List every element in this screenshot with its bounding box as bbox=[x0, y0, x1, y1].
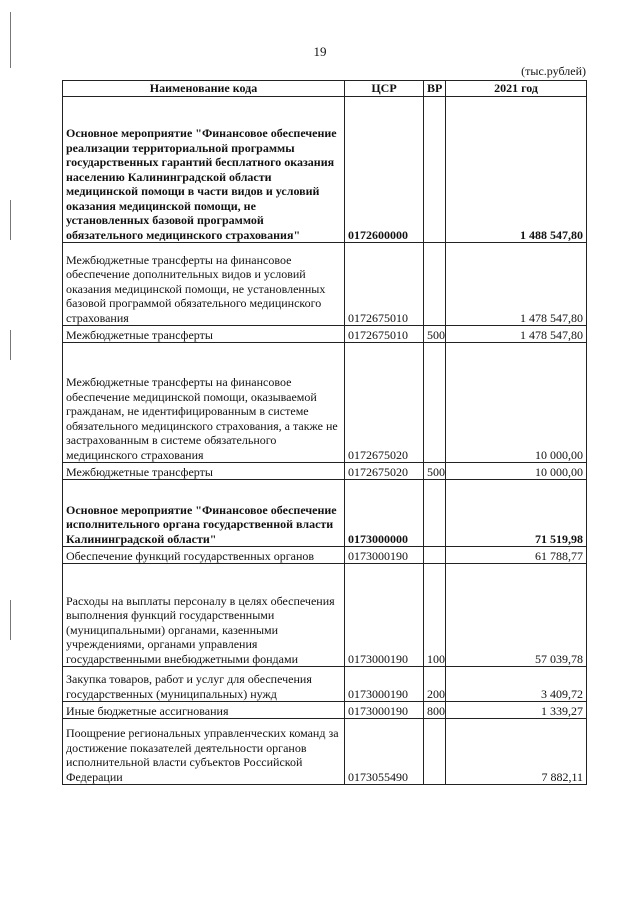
row-amount: 3 409,72 bbox=[446, 667, 587, 702]
row-amount: 71 519,98 bbox=[446, 480, 587, 547]
row-amount: 7 882,11 bbox=[446, 719, 587, 785]
row-amount: 1 478 547,80 bbox=[446, 243, 587, 326]
row-amount: 1 478 547,80 bbox=[446, 326, 587, 343]
row-name: Иные бюджетные ассигнования bbox=[63, 702, 345, 719]
table-row bbox=[63, 719, 587, 785]
row-csr: 0173000190 bbox=[345, 547, 424, 564]
row-vr bbox=[424, 343, 446, 463]
row-name: Расходы на выплаты персоналу в целях обеспечения выполнения функций государственными (муниципальными) органами, казенными учреждениями, органами управления государственными внебюджетными фондами bbox=[63, 564, 345, 667]
row-name: Межбюджетные трансферты bbox=[63, 326, 345, 343]
table-row bbox=[63, 702, 587, 719]
row-csr: 0172600000 bbox=[345, 97, 424, 243]
row-vr bbox=[424, 243, 446, 326]
table-row bbox=[63, 326, 587, 343]
row-vr: 200 bbox=[424, 667, 446, 702]
row-amount: 57 039,78 bbox=[446, 564, 587, 667]
row-vr bbox=[424, 480, 446, 547]
row-vr bbox=[424, 547, 446, 564]
table-row bbox=[63, 463, 587, 480]
table-row bbox=[63, 480, 587, 547]
row-name: Обеспечение функций государственных органов bbox=[63, 547, 345, 564]
budget-table bbox=[62, 80, 587, 785]
binder-mark-3 bbox=[10, 330, 11, 360]
row-vr: 800 bbox=[424, 702, 446, 719]
table-row bbox=[63, 564, 587, 667]
table-row bbox=[63, 667, 587, 702]
table-row bbox=[63, 547, 587, 564]
row-amount: 10 000,00 bbox=[446, 463, 587, 480]
row-csr: 0172675010 bbox=[345, 326, 424, 343]
binder-mark-2 bbox=[10, 200, 11, 240]
row-name: Основное мероприятие "Финансовое обеспечение исполнительного органа государственной власти Калининградской области" bbox=[63, 480, 345, 547]
table-row bbox=[63, 343, 587, 463]
row-csr: 0173055490 bbox=[345, 719, 424, 785]
row-name: Основное мероприятие "Финансовое обеспечение реализации территориальной программы государственных гарантий бесплатного оказания населению Калининградской области медицинской помощи в части видов и условий оказания медицинской помощи, не установленных базовой программой обязательного медицинского страхования" bbox=[63, 97, 345, 243]
table-header-row bbox=[63, 81, 587, 97]
row-csr: 0172675020 bbox=[345, 343, 424, 463]
row-csr: 0172675010 bbox=[345, 243, 424, 326]
table-row bbox=[63, 243, 587, 326]
row-amount: 1 488 547,80 bbox=[446, 97, 587, 243]
header-name: Наименование кода bbox=[63, 81, 345, 97]
page-number: 19 bbox=[313, 44, 327, 59]
row-csr: 0173000000 bbox=[345, 480, 424, 547]
row-csr: 0173000190 bbox=[345, 702, 424, 719]
row-name: Межбюджетные трансферты на финансовое обеспечение дополнительных видов и условий оказания медицинской помощи, не установленных базовой программой обязательного медицинского страхования bbox=[63, 243, 345, 326]
binder-mark-4 bbox=[10, 600, 11, 640]
header-vr: ВР bbox=[424, 81, 446, 97]
row-csr: 0173000190 bbox=[345, 564, 424, 667]
row-amount: 10 000,00 bbox=[446, 343, 587, 463]
table-row bbox=[63, 97, 587, 243]
row-vr bbox=[424, 97, 446, 243]
row-amount: 61 788,77 bbox=[446, 547, 587, 564]
row-csr: 0173000190 bbox=[345, 667, 424, 702]
units-label: (тыс.рублей) bbox=[521, 64, 586, 78]
row-csr: 0172675020 bbox=[345, 463, 424, 480]
row-vr bbox=[424, 719, 446, 785]
header-year: 2021 год bbox=[446, 81, 587, 97]
row-vr: 100 bbox=[424, 564, 446, 667]
row-name: Закупка товаров, работ и услуг для обеспечения государственных (муниципальных) нужд bbox=[63, 667, 345, 702]
row-name: Межбюджетные трансферты bbox=[63, 463, 345, 480]
row-vr: 500 bbox=[424, 326, 446, 343]
header-csr: ЦСР bbox=[345, 81, 424, 97]
row-name: Поощрение региональных управленческих команд за достижение показателей деятельности органов исполнительной власти субъектов Российской Федерации bbox=[63, 719, 345, 785]
row-vr: 500 bbox=[424, 463, 446, 480]
row-amount: 1 339,27 bbox=[446, 702, 587, 719]
row-name: Межбюджетные трансферты на финансовое обеспечение медицинской помощи, оказываемой гражданам, не идентифицированным в системе обязательного медицинского страхования, а также не застрахованным в системе обязательного медицинского страхования bbox=[63, 343, 345, 463]
